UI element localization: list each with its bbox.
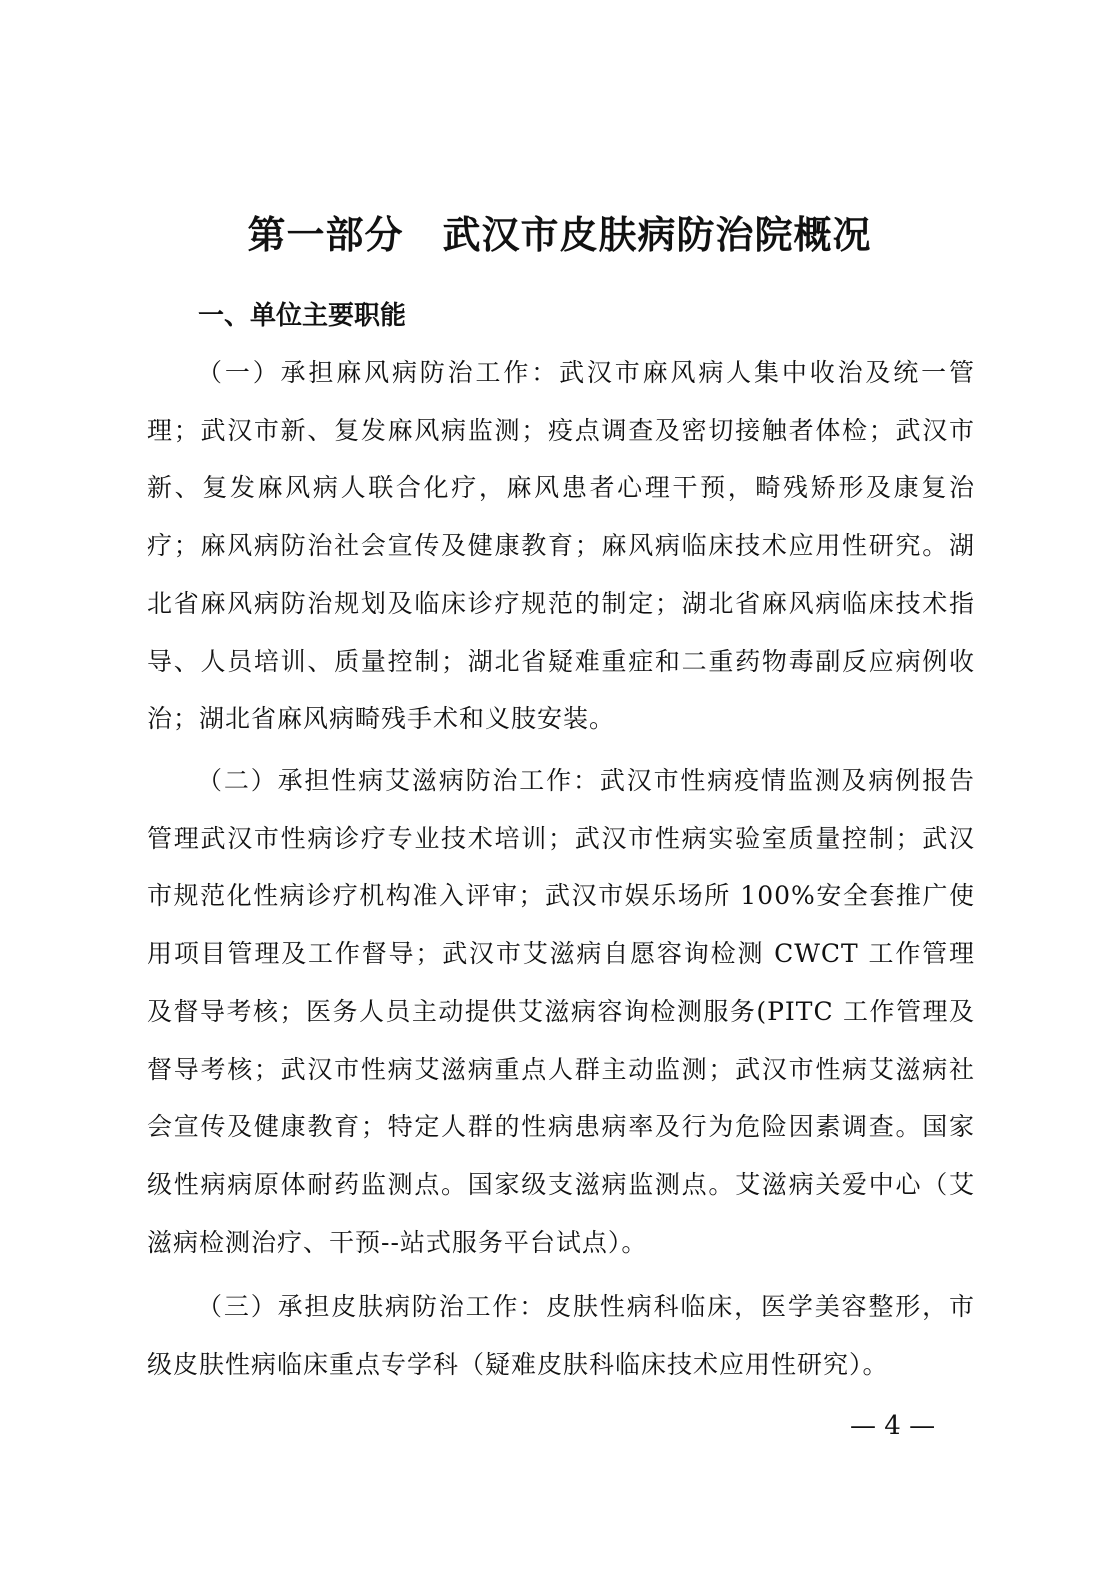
- paragraph-std-aids: （二）承担性病艾滋病防治工作：武汉市性病疫情监测及病例报告管理武汉市性病诊疗专业技术培训；武汉市性病实验室质量控制；武汉市规范化性病诊疗机构准入评审；武汉市娱乐场所 100%安全套推广使用项目管理及工作督导；武汉市艾滋病自愿容询检测 CWCT 工作管理及督导考核；医务人员主动提供艾滋病容询检测服务(PITC 工作管理及督导考核；武汉市性病艾滋病重点人群主动监测；武汉市性病艾滋病社会宣传及健康教育；特定人群的性病患病率及行为危险因素调查。国家级性病病原体耐药监测点。国家级支滋病监测点。艾滋病关爱中心（艾滋病检测治疗、干预--站式服务平台试点）。: [147, 766, 975, 1257]
- paragraph-leprosy: （一）承担麻风病防治工作：武汉市麻风病人集中收治及统一管理；武汉市新、复发麻风病监测；疫点调查及密切接触者体检；武汉市新、复发麻风病人联合化疗，麻风患者心理干预，畸残矫形及康复治疗；麻风病防治社会宣传及健康教育；麻风病临床技术应用性研究。湖北省麻风病防治规划及临床诊疗规范的制定；湖北省麻风病临床技术指导、人员培训、质量控制；湖北省疑难重症和二重药物毒副反应病例收治；湖北省麻风病畸残手术和义肢安装。: [147, 358, 975, 734]
- page-number: — 4 —: [850, 1411, 936, 1441]
- page-title: 第一部分 武汉市皮肤病防治院概况: [247, 213, 872, 257]
- section-heading: 一、单位主要职能: [198, 301, 407, 331]
- paragraph-dermatology: （三）承担皮肤病防治工作：皮肤性病科临床，医学美容整形，市级皮肤性病临床重点专学科（疑难皮肤科临床技术应用性研究）。: [147, 1292, 975, 1379]
